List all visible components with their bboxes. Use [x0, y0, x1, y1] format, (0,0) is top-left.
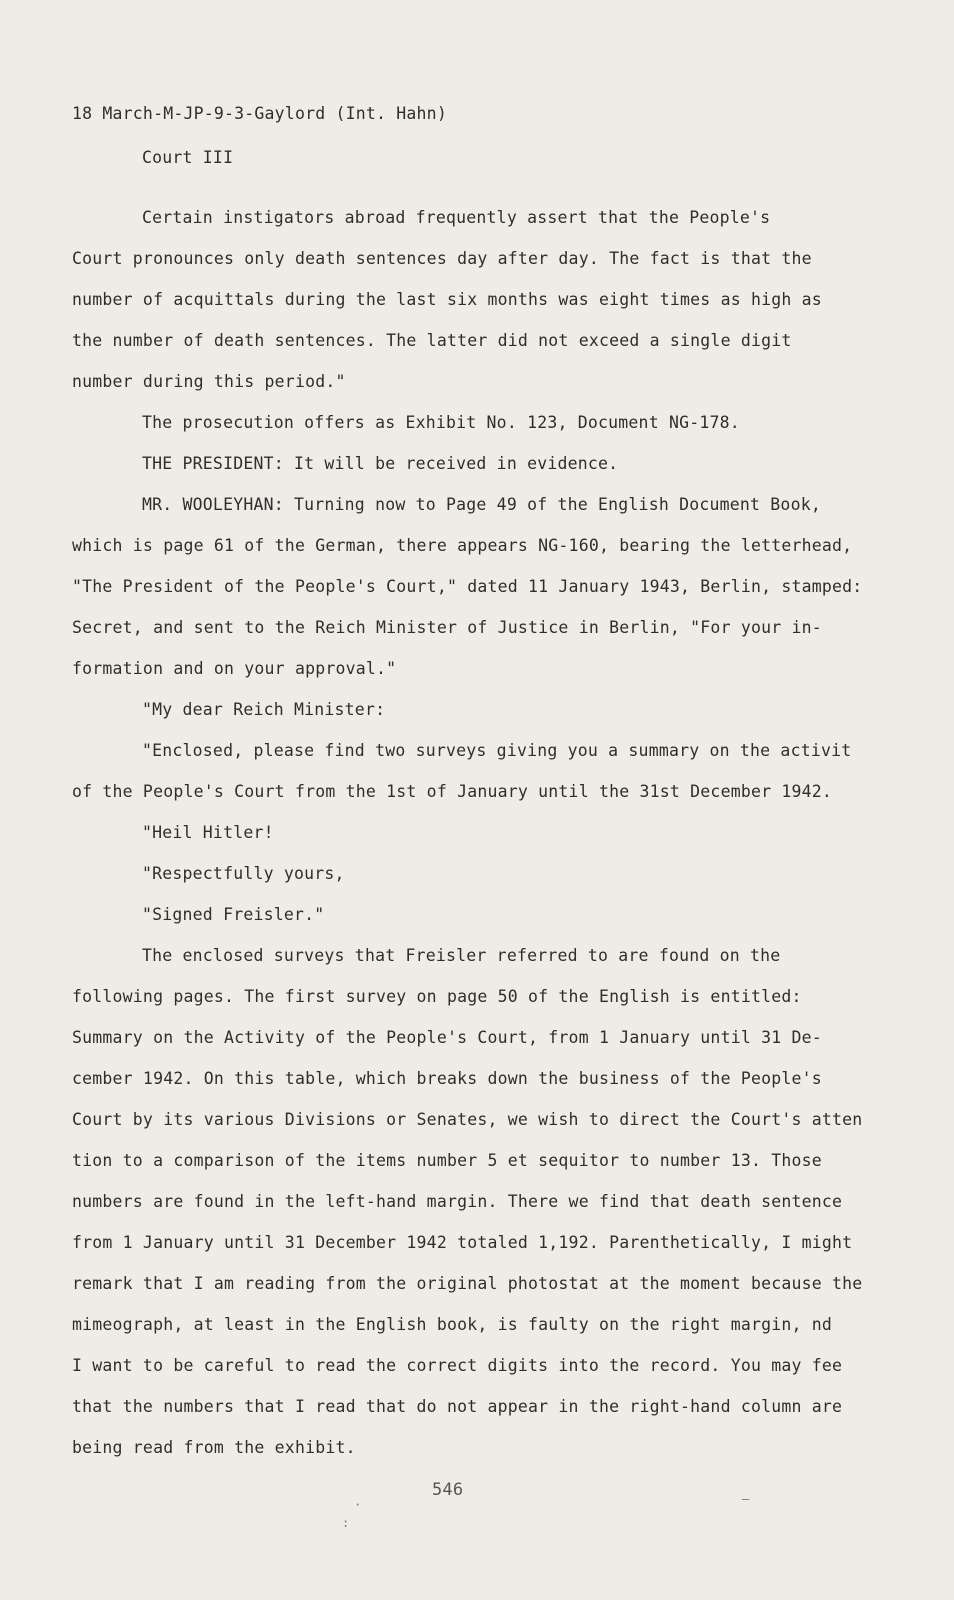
text-line: following pages. The first survey on page 50 of the English is entitled: — [72, 987, 802, 1006]
text-line: remark that I am reading from the original photostat at the moment because the — [72, 1274, 863, 1293]
scan-speck: · — [354, 1498, 362, 1512]
text-line: that the numbers that I read that do not appear in the right-hand column are — [72, 1397, 843, 1416]
text-line: The enclosed surveys that Freisler referred to are found on the — [142, 946, 781, 965]
text-line: numbers are found in the left-hand margin. There we find that death sentence — [72, 1192, 843, 1211]
text-line: formation and on your approval." — [72, 659, 397, 678]
text-line: "Respectfully yours, — [142, 864, 345, 883]
text-line: "My dear Reich Minister: — [142, 700, 386, 719]
text-line: of the People's Court from the 1st of January until the 31st December 1942. — [72, 782, 833, 801]
text-line: Court pronounces only death sentences day after day. The fact is that the — [72, 249, 812, 268]
text-line: being read from the exhibit. — [72, 1438, 356, 1457]
text-line: "The President of the People's Court," dated 11 January 1943, Berlin, stamped: — [72, 577, 863, 596]
text-line: tion to a comparison of the items number 5 et sequitor to number 13. Those — [72, 1151, 822, 1170]
text-line: cember 1942. On this table, which breaks down the business of the People's — [72, 1069, 822, 1088]
document-header: 18 March-M-JP-9-3-Gaylord (Int. Hahn) — [72, 104, 447, 123]
text-line: I want to be careful to read the correct digits into the record. You may fee — [72, 1356, 843, 1375]
text-line: the number of death sentences. The latter did not exceed a single digit — [72, 331, 792, 350]
text-line: Court by its various Divisions or Senates, we wish to direct the Court's atten — [72, 1110, 863, 1129]
text-line: which is page 61 of the German, there appears NG-160, bearing the letterhead, — [72, 536, 853, 555]
text-line: "Signed Freisler." — [142, 905, 325, 924]
text-line: MR. WOOLEYHAN: Turning now to Page 49 of the English Document Book, — [142, 495, 821, 514]
text-line: Certain instigators abroad frequently assert that the People's — [142, 208, 771, 227]
text-line: "Heil Hitler! — [142, 823, 274, 842]
court-label: Court III — [142, 148, 234, 167]
text-line: from 1 January until 31 December 1942 totaled 1,192. Parenthetically, I might — [72, 1233, 853, 1252]
page-number: 546 — [432, 1480, 464, 1500]
text-line: THE PRESIDENT: It will be received in evidence. — [142, 454, 619, 473]
text-line: Summary on the Activity of the People's Court, from 1 January until 31 De- — [72, 1028, 822, 1047]
text-line: mimeograph, at least in the English book, is faulty on the right margin, nd — [72, 1315, 833, 1334]
scan-speck: : — [342, 1516, 350, 1530]
text-line: The prosecution offers as Exhibit No. 123, Document NG-178. — [142, 413, 740, 432]
scan-speck: – — [742, 1492, 750, 1506]
text-line: "Enclosed, please find two surveys giving you a summary on the activit — [142, 741, 852, 760]
text-line: Secret, and sent to the Reich Minister of Justice in Berlin, "For your in- — [72, 618, 822, 637]
text-line: number during this period." — [72, 372, 346, 391]
text-line: number of acquittals during the last six months was eight times as high as — [72, 290, 822, 309]
